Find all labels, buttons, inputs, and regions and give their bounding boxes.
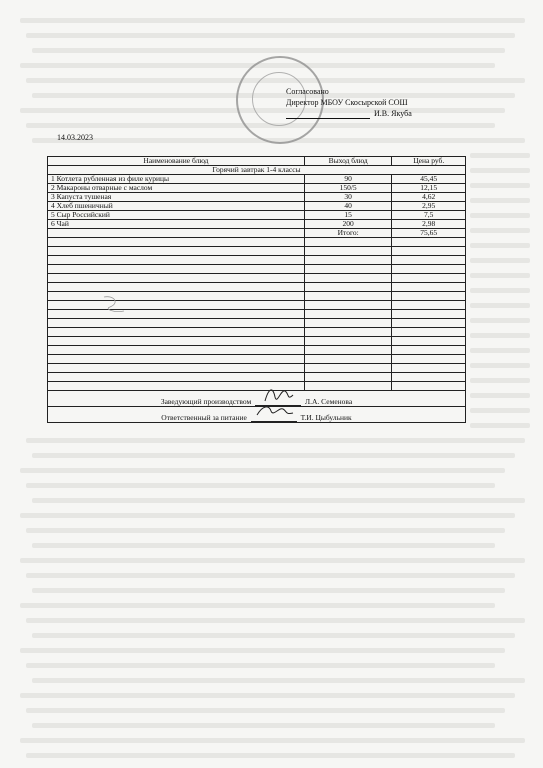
nutrition-responsible-row bbox=[48, 407, 466, 423]
production-head-title: Заведующий производством bbox=[160, 397, 252, 406]
header-price: Цена руб. bbox=[392, 157, 466, 166]
dish-price: 45,45 bbox=[392, 175, 466, 184]
empty-row bbox=[48, 364, 466, 373]
dish-yield: 200 bbox=[304, 220, 392, 229]
empty-row bbox=[48, 382, 466, 391]
table-row bbox=[48, 202, 466, 211]
director-title: Директор МБОУ Скосырской СОШ bbox=[286, 98, 408, 107]
nutrition-responsible-cell bbox=[48, 407, 466, 423]
nutrition-responsible-name: Т.И. Цыбульник bbox=[300, 413, 352, 422]
empty-row bbox=[48, 373, 466, 382]
total-label: Итого: bbox=[304, 229, 392, 238]
dish-name: 4 Хлеб пшеничный bbox=[48, 202, 305, 211]
dish-yield: 40 bbox=[304, 202, 392, 211]
menu-table bbox=[47, 156, 466, 423]
header-yield: Выход блюд bbox=[304, 157, 392, 166]
nutrition-responsible-title: Ответственный за питание bbox=[161, 413, 247, 422]
total-row bbox=[48, 229, 466, 238]
pencil-mark bbox=[100, 293, 130, 317]
empty-row bbox=[48, 256, 466, 265]
empty-row bbox=[48, 355, 466, 364]
production-head-name: Л.А. Семенова bbox=[305, 397, 353, 406]
empty-row bbox=[48, 328, 466, 337]
dish-price: 2,98 bbox=[392, 220, 466, 229]
empty-row bbox=[48, 265, 466, 274]
document-date: 14.03.2023 bbox=[57, 133, 93, 142]
dish-price: 2,95 bbox=[392, 202, 466, 211]
dish-name: 2 Макароны отварные с маслом bbox=[48, 184, 305, 193]
director-name: И.В. Якуба bbox=[374, 109, 412, 118]
empty-row bbox=[48, 283, 466, 292]
empty-row bbox=[48, 319, 466, 328]
dish-yield: 30 bbox=[304, 193, 392, 202]
approval-block bbox=[286, 86, 412, 119]
dish-name: 1 Котлета рубленная из филе курицы bbox=[48, 175, 305, 184]
dish-yield: 90 bbox=[304, 175, 392, 184]
nutrition-responsible-signature bbox=[251, 407, 297, 422]
dish-price: 4,62 bbox=[392, 193, 466, 202]
empty-row bbox=[48, 337, 466, 346]
approval-agreed: Согласовано bbox=[286, 87, 329, 96]
dish-yield: 15 bbox=[304, 211, 392, 220]
dish-price: 12,15 bbox=[392, 184, 466, 193]
dish-name: 3 Капуста тушеная bbox=[48, 193, 305, 202]
table-row bbox=[48, 220, 466, 229]
dish-yield: 150/5 bbox=[304, 184, 392, 193]
empty-row bbox=[48, 346, 466, 355]
dish-name: 6 Чай bbox=[48, 220, 305, 229]
director-signature bbox=[286, 118, 370, 119]
empty-row bbox=[48, 238, 466, 247]
dish-name: 5 Сыр Российский bbox=[48, 211, 305, 220]
total-value: 75,65 bbox=[392, 229, 466, 238]
director-signature-line bbox=[286, 108, 412, 119]
total-empty-cell bbox=[48, 229, 305, 238]
empty-row bbox=[48, 247, 466, 256]
header-dish-name: Наименование блюд bbox=[48, 157, 305, 166]
section-title: Горячий завтрак 1-4 классы bbox=[48, 166, 466, 175]
dish-price: 7,5 bbox=[392, 211, 466, 220]
empty-row bbox=[48, 274, 466, 283]
table-row bbox=[48, 211, 466, 220]
